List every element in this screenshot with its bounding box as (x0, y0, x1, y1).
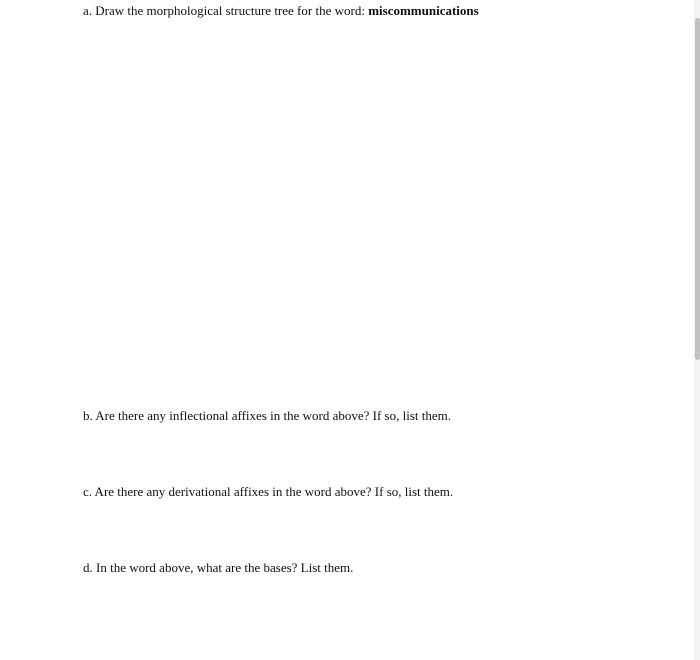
question-c: c. Are there any derivational affixes in the word above? If so, list them. (83, 484, 454, 499)
question-a (83, 3, 479, 19)
question-a-term: miscommunications (368, 3, 479, 18)
question-b: b. Are there any inflectional affixes in the word above? If so, list them. (83, 408, 451, 423)
scrollbar-thumb[interactable] (695, 18, 700, 360)
question-d: d. In the word above, what are the bases? List them. (83, 560, 354, 575)
question-a-text: a. Draw the morphological structure tree for the word: (83, 3, 369, 18)
